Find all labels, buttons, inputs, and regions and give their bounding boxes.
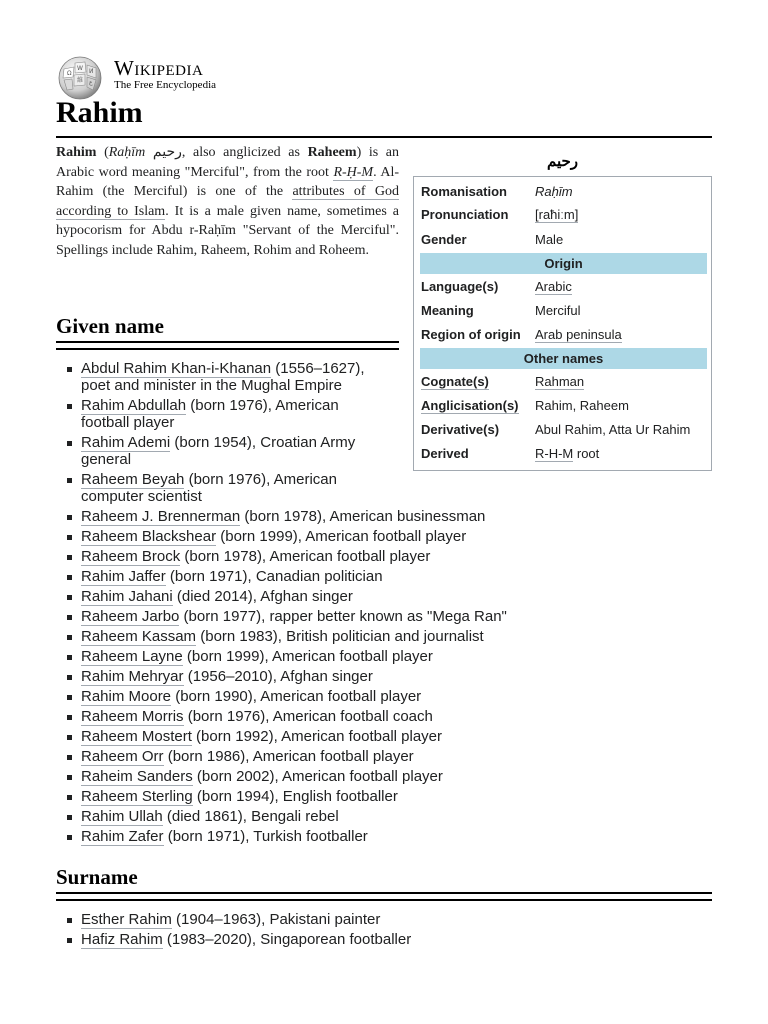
infobox-row-pronunciation bbox=[421, 205, 707, 225]
list-item bbox=[56, 360, 376, 394]
infobox-label: Meaning bbox=[421, 303, 474, 318]
list-item bbox=[56, 434, 376, 468]
svg-text:W: W bbox=[77, 65, 83, 72]
person-description: (born 1978), American businessman bbox=[240, 508, 486, 525]
lead-name: Rahim bbox=[56, 145, 97, 160]
list-item bbox=[56, 628, 516, 645]
person-description: (died 2014), Afghan singer bbox=[172, 588, 353, 605]
infobox-row-gender bbox=[421, 230, 707, 250]
person-link[interactable]: Raheem Mostert bbox=[81, 728, 192, 745]
given-name-list bbox=[56, 360, 516, 848]
list-item bbox=[56, 911, 656, 928]
person-description: (born 1992), American football player bbox=[191, 728, 443, 745]
page-title: Rahim bbox=[56, 96, 143, 129]
person-description: (born 1986), American football player bbox=[163, 748, 414, 765]
lead-arabic: رحيم bbox=[152, 145, 182, 160]
person-description: (born 1978), American football player bbox=[180, 548, 431, 565]
section-divider bbox=[56, 892, 712, 901]
person-description: (1983–2020), Singaporean footballer bbox=[162, 931, 412, 948]
infobox-other-names-header: Other names bbox=[420, 348, 707, 369]
list-item bbox=[56, 768, 516, 785]
lead-text: . It is a male given name, sometimes a hypocorism for Abdu r-Raḥīm "Servant of the Merciful". Spellings include Rahim, Raheem, Rohim and Roheem. bbox=[56, 203, 400, 258]
infobox-row-language bbox=[421, 277, 707, 297]
infobox-value: Rahim, Raheem bbox=[535, 398, 629, 413]
person-description: (born 1954), Croatian Army general bbox=[81, 434, 356, 468]
person-link[interactable]: Raheem Blackshear bbox=[81, 528, 217, 545]
list-item bbox=[56, 931, 656, 948]
person-link[interactable]: Rahim Abdullah bbox=[81, 397, 187, 414]
infobox-row-region bbox=[421, 325, 707, 345]
person-description: (1904–1963), Pakistani painter bbox=[171, 911, 381, 928]
person-link[interactable]: Rahim Mehryar bbox=[81, 668, 184, 685]
person-description: (born 1976), American football coach bbox=[183, 708, 433, 725]
wikipedia-wordmark: Wikipedia bbox=[114, 56, 204, 80]
attributes-of-god-link[interactable]: attributes of God according to Islam bbox=[56, 184, 400, 219]
infobox-label: Language(s) bbox=[421, 279, 499, 294]
title-divider bbox=[56, 136, 712, 138]
list-item bbox=[56, 688, 516, 705]
list-item bbox=[56, 508, 516, 525]
list-item bbox=[56, 471, 376, 505]
wikipedia-logo[interactable] bbox=[56, 53, 256, 97]
person-link[interactable]: Rahim Zafer bbox=[81, 828, 164, 845]
list-item bbox=[56, 608, 516, 625]
person-link[interactable]: Raheem Orr bbox=[81, 748, 164, 765]
root-link[interactable]: R-Ḥ-M bbox=[333, 164, 374, 180]
pronunciation-link[interactable]: [raħiːm] bbox=[535, 207, 579, 222]
person-link[interactable]: Hafiz Rahim bbox=[81, 931, 163, 948]
list-item bbox=[56, 648, 516, 665]
svg-text:ع: ع bbox=[89, 79, 93, 86]
svg-text:維: 維 bbox=[77, 77, 84, 84]
person-description: (born 1971), Turkish footballer bbox=[163, 828, 368, 845]
infobox-label: Romanisation bbox=[421, 184, 507, 199]
cognate-link[interactable]: Cognate(s) bbox=[421, 374, 489, 389]
list-item bbox=[56, 748, 516, 765]
person-description: (1556–1627), poet and minister in the Mughal Empire bbox=[81, 360, 365, 394]
person-link[interactable]: Raheem Kassam bbox=[81, 628, 197, 645]
list-item bbox=[56, 397, 376, 431]
person-link[interactable]: Rahim Ullah bbox=[81, 808, 163, 825]
person-description: (born 1990), American football player bbox=[171, 688, 422, 705]
infobox-label: Derived bbox=[421, 446, 469, 461]
person-description: (born 2002), American football player bbox=[192, 768, 443, 785]
infobox-value bbox=[535, 446, 599, 461]
lead-text: ( bbox=[96, 145, 109, 160]
list-item bbox=[56, 528, 516, 545]
lead-alt-name: Raheem bbox=[307, 145, 357, 160]
infobox-value: Abul Rahim, Atta Ur Rahim bbox=[535, 422, 691, 437]
lead-transliteration: Raḥīm bbox=[108, 145, 146, 160]
infobox-label: Pronunciation bbox=[421, 207, 509, 222]
lead-text bbox=[145, 145, 153, 160]
person-description: (born 1977), rapper better known as "Mega Ran" bbox=[179, 608, 507, 625]
person-link[interactable]: Raheem Sterling bbox=[81, 788, 193, 805]
list-item bbox=[56, 808, 516, 825]
infobox-value: Raḥīm bbox=[535, 184, 573, 199]
wikipedia-globe-icon bbox=[56, 53, 104, 101]
person-link[interactable]: Esther Rahim bbox=[81, 911, 172, 928]
list-item bbox=[56, 668, 516, 685]
lead-text: , also anglicized as bbox=[181, 145, 308, 160]
section-divider bbox=[56, 341, 399, 350]
lead-text: . Al-Rahim (the Merciful) is one of the bbox=[56, 164, 399, 199]
lead-text: ) is an Arabic word meaning "Merciful", from the root bbox=[56, 145, 399, 180]
infobox-label: Derivative(s) bbox=[421, 422, 500, 437]
infobox-value: Merciful bbox=[535, 303, 581, 318]
person-link[interactable]: Raheem J. Brennerman bbox=[81, 508, 241, 525]
surname-list bbox=[56, 911, 656, 951]
person-description: (born 1976), American football player bbox=[81, 397, 339, 431]
person-link[interactable]: Raheem Layne bbox=[81, 648, 183, 665]
rhm-root-link[interactable]: R-H-M bbox=[535, 446, 574, 461]
svg-text:И: И bbox=[89, 68, 94, 75]
infobox-title: رحيم bbox=[546, 153, 579, 170]
svg-text:Ω: Ω bbox=[67, 70, 72, 77]
person-description: (1956–2010), Afghan singer bbox=[183, 668, 373, 685]
person-description: (born 1994), English footballer bbox=[192, 788, 398, 805]
person-link[interactable]: Raheem Jarbo bbox=[81, 608, 180, 625]
list-item bbox=[56, 728, 516, 745]
list-item bbox=[56, 548, 516, 565]
person-description: (born 1983), British politician and journalist bbox=[196, 628, 484, 645]
list-item bbox=[56, 568, 516, 585]
section-heading-given-name: Given name bbox=[56, 314, 164, 338]
lead-paragraph bbox=[56, 143, 399, 260]
infobox-row-romanisation bbox=[421, 182, 707, 202]
section-heading-surname: Surname bbox=[56, 865, 138, 889]
infobox-value-rest: root bbox=[573, 446, 600, 461]
person-description: (born 1999), American football player bbox=[216, 528, 467, 545]
arabic-language-link[interactable]: Arabic bbox=[535, 279, 572, 294]
list-item bbox=[56, 588, 516, 605]
infobox-value: Male bbox=[535, 232, 564, 247]
person-link[interactable]: Rahim Jahani bbox=[81, 588, 173, 605]
person-link[interactable]: Abdul Rahim Khan-i-Khanan bbox=[81, 360, 272, 377]
infobox-row-meaning bbox=[421, 301, 707, 321]
person-link[interactable]: Raheem Brock bbox=[81, 548, 181, 565]
person-link[interactable]: Rahim Moore bbox=[81, 688, 172, 705]
person-link[interactable]: Raheem Beyah bbox=[81, 471, 185, 488]
person-description: (born 1999), American football player bbox=[182, 648, 433, 665]
rahman-link[interactable]: Rahman bbox=[535, 374, 585, 389]
infobox-label: Region of origin bbox=[421, 327, 521, 342]
person-description: (died 1861), Bengali rebel bbox=[162, 808, 339, 825]
wikipedia-tagline: The Free Encyclopedia bbox=[114, 79, 217, 91]
list-item bbox=[56, 708, 516, 725]
infobox-label: Gender bbox=[421, 232, 467, 247]
infobox-origin-header: Origin bbox=[420, 253, 707, 274]
list-item bbox=[56, 828, 516, 845]
anglicisation-link[interactable]: Anglicisation(s) bbox=[421, 398, 519, 413]
person-description: (born 1971), Canadian politician bbox=[165, 568, 383, 585]
person-link[interactable]: Raheem Morris bbox=[81, 708, 184, 725]
person-description: (born 1976), American computer scientist bbox=[81, 471, 337, 505]
person-link[interactable]: Rahim Jaffer bbox=[81, 568, 166, 585]
arab-peninsula-link[interactable]: Arab peninsula bbox=[535, 327, 622, 342]
person-link[interactable]: Raheim Sanders bbox=[81, 768, 193, 785]
list-item bbox=[56, 788, 516, 805]
person-link[interactable]: Rahim Ademi bbox=[81, 434, 171, 451]
